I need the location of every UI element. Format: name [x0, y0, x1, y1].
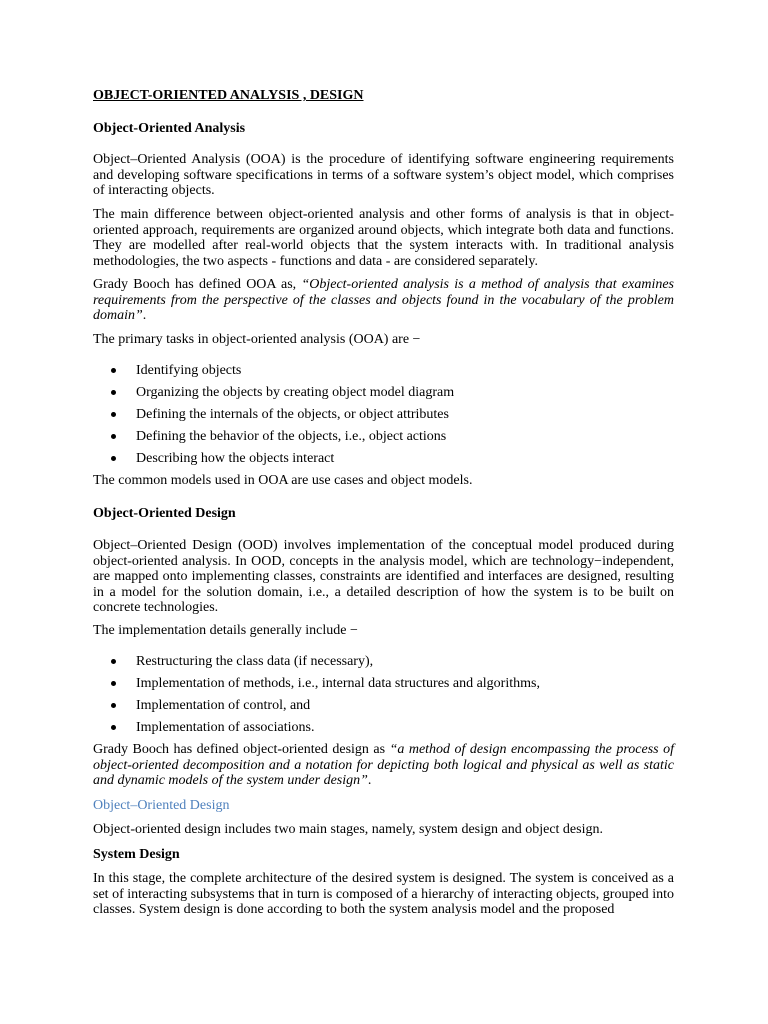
- heading-object-oriented-analysis: Object-Oriented Analysis: [93, 121, 246, 136]
- list-item-text: Implementation of control, and: [136, 698, 311, 713]
- ooa-common-models: The common models used in OOA are use cases and object models.: [93, 473, 473, 488]
- bullet-icon: [111, 456, 116, 461]
- ood-definition-paragraph: Object–Oriented Design (OOD) involves implementation of the conceptual model produced during object-oriented analysis. In OOD, concepts in the analysis model, which are technology−independent, are mapped onto implementing classes, constraints are identified and interfaces are designed, resulting in a model for the solution domain, i.e., a detailed description of how the system is to be built on concrete technologies.: [93, 538, 674, 615]
- ooa-booch-quote: “Object-oriented analysis is a method of analysis that examines requirements from the perspective of the classes and objects found in the vocabulary of the problem domain”: [93, 277, 674, 323]
- list-item-text: Defining the behavior of the objects, i.e., object actions: [136, 429, 447, 444]
- heading-system-design: System Design: [93, 847, 180, 862]
- list-item: [93, 653, 674, 675]
- heading-object-oriented-design: Object-Oriented Design: [93, 506, 236, 521]
- ood-stages-paragraph: Object-oriented design includes two main stages, namely, system design and object design.: [93, 822, 603, 837]
- ooa-booch-definition-paragraph: [93, 277, 674, 324]
- document-title: OBJECT-ORIENTED ANALYSIS , DESIGN: [93, 88, 364, 103]
- ood-implementation-list: [93, 653, 674, 741]
- list-item-text: Implementation of methods, i.e., internal data structures and algorithms,: [136, 676, 540, 691]
- ooa-tasks-intro: The primary tasks in object-oriented analysis (OOA) are −: [93, 332, 421, 347]
- bullet-icon: [111, 725, 116, 730]
- ood-booch-definition-paragraph: [93, 742, 674, 789]
- list-item: [93, 697, 674, 719]
- list-item: [93, 428, 674, 450]
- list-item-text: Defining the internals of the objects, or object attributes: [136, 407, 449, 422]
- system-design-paragraph: In this stage, the complete architecture of the desired system is designed. The system is conceived as a set of interacting subsystems that in turn is composed of a hierarchy of interacting objects, grouped into classes. System design is done according to both the system analysis model and the proposed: [93, 871, 674, 917]
- ood-link[interactable]: Object–Oriented Design: [93, 798, 230, 813]
- ooa-booch-suffix: .: [142, 308, 147, 323]
- bullet-icon: [111, 412, 116, 417]
- list-item-text: Describing how the objects interact: [136, 451, 335, 466]
- list-item: [93, 384, 674, 406]
- ooa-difference-paragraph: The main difference between object-oriented analysis and other forms of analysis is that in object-oriented approach, requirements are organized around objects, which integrate both data and functions. They are modelled after real-world objects that the system interacts with. In traditional analysis methodologies, the two aspects - functions and data - are considered separately.: [93, 207, 674, 269]
- list-item: [93, 450, 674, 472]
- bullet-icon: [111, 681, 116, 686]
- list-item-text: Restructuring the class data (if necessary),: [136, 654, 374, 669]
- bullet-icon: [111, 368, 116, 373]
- ooa-booch-prefix: Grady Booch has defined OOA as,: [93, 277, 302, 292]
- list-item-text: Identifying objects: [136, 363, 242, 378]
- list-item: [93, 719, 674, 741]
- ood-implementation-intro: The implementation details generally include −: [93, 623, 358, 638]
- ood-booch-prefix: Grady Booch has defined object-oriented design as: [93, 742, 390, 757]
- list-item: [93, 406, 674, 428]
- ood-booch-suffix: .: [367, 773, 372, 788]
- bullet-icon: [111, 390, 116, 395]
- ooa-tasks-list: [93, 362, 674, 472]
- list-item: [93, 362, 674, 384]
- list-item-text: Implementation of associations.: [136, 720, 315, 735]
- bullet-icon: [111, 659, 116, 664]
- list-item-text: Organizing the objects by creating object model diagram: [136, 385, 455, 400]
- list-item: [93, 675, 674, 697]
- ood-booch-quote: “a method of design encompassing the process of object-oriented decomposition and a notation for depicting both logical and physical as well as static and dynamic models of the system under design”: [93, 742, 674, 788]
- bullet-icon: [111, 434, 116, 439]
- bullet-icon: [111, 703, 116, 708]
- ooa-definition-paragraph: Object–Oriented Analysis (OOA) is the procedure of identifying software engineering requirements and developing software specifications in terms of a software system’s object model, which comprises of interacting objects.: [93, 152, 674, 198]
